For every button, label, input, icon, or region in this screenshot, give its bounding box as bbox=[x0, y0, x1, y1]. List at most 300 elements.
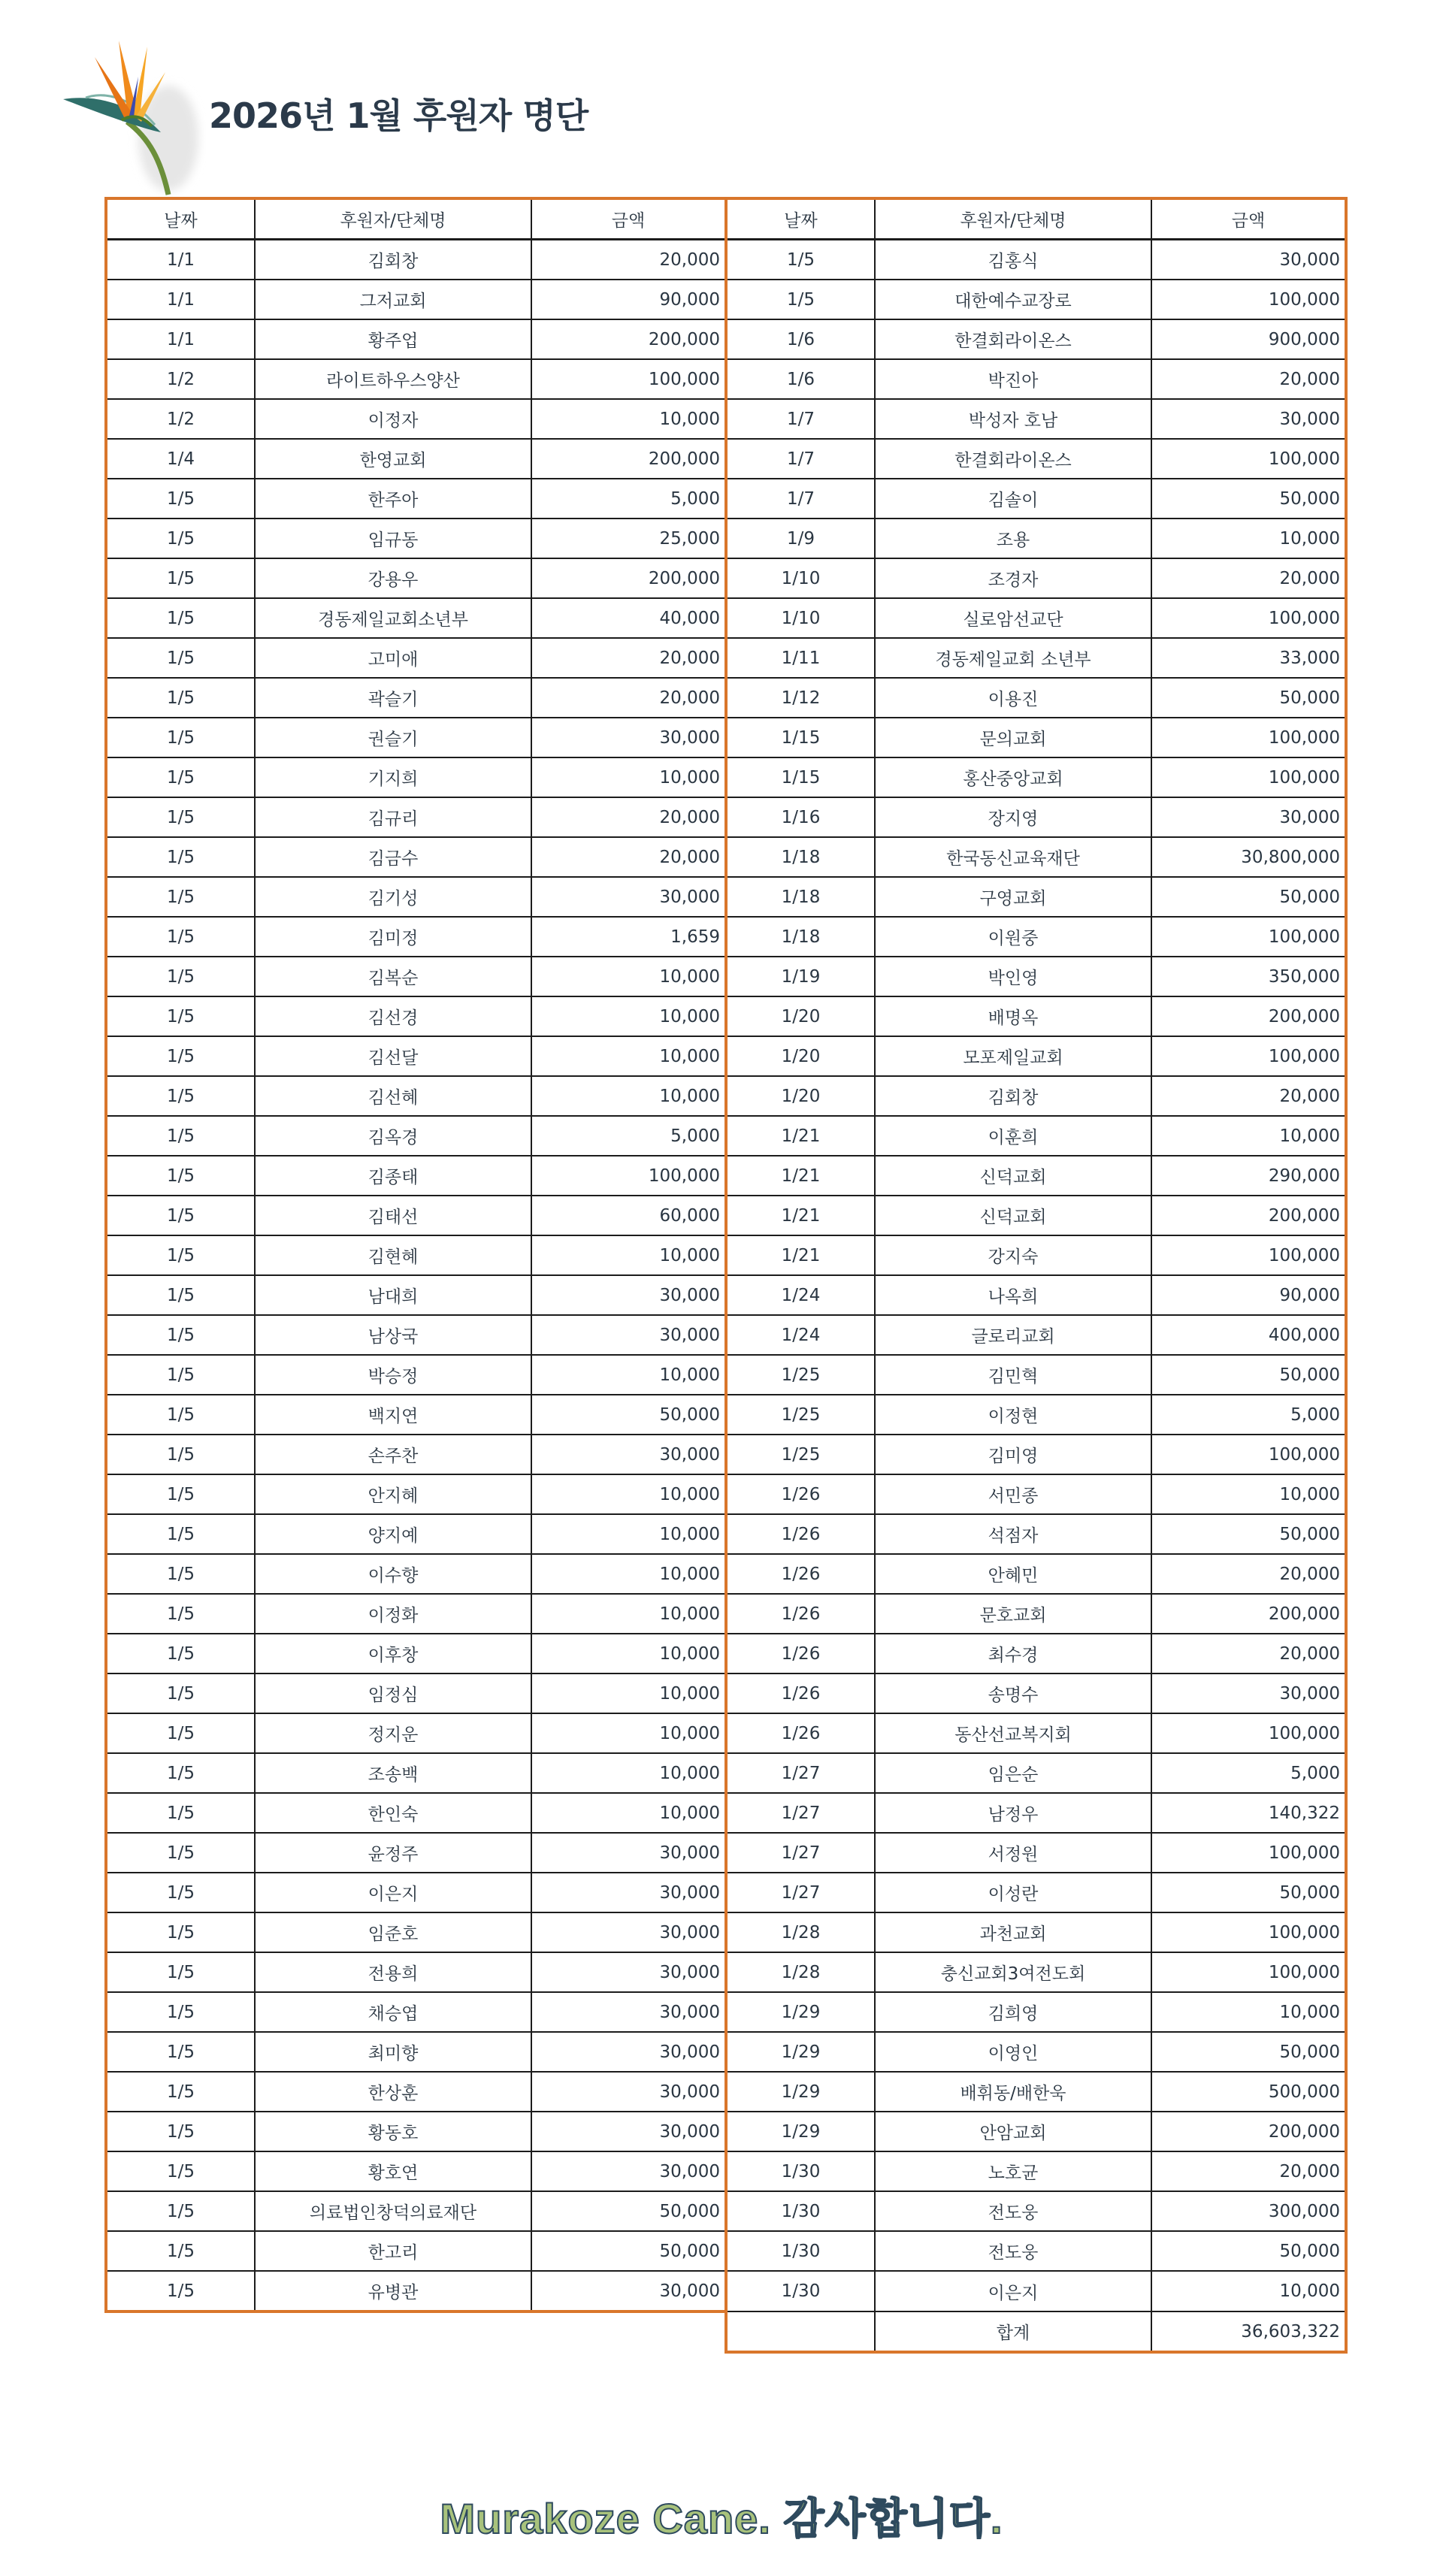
total-spacer bbox=[106, 2311, 255, 2352]
cell-name-right: 글로리교회 bbox=[875, 1315, 1151, 1355]
cell-amount-right: 20,000 bbox=[1151, 1554, 1346, 1594]
cell-name-left: 한고리 bbox=[255, 2231, 531, 2271]
total-amount: 36,603,322 bbox=[1151, 2311, 1346, 2352]
cell-amount-right: 33,000 bbox=[1151, 638, 1346, 678]
cell-amount-left: 100,000 bbox=[531, 1156, 726, 1196]
cell-name-left: 백지연 bbox=[255, 1395, 531, 1435]
cell-amount-right: 140,322 bbox=[1151, 1793, 1346, 1833]
cell-name-right: 이정현 bbox=[875, 1395, 1151, 1435]
cell-name-left: 이정화 bbox=[255, 1594, 531, 1634]
cell-amount-right: 100,000 bbox=[1151, 1713, 1346, 1753]
cell-date-left: 1/5 bbox=[106, 1673, 255, 1713]
table-row bbox=[106, 1275, 1346, 1315]
cell-amount-left: 20,000 bbox=[531, 638, 726, 678]
cell-date-left: 1/5 bbox=[106, 1912, 255, 1952]
cell-date-right: 1/19 bbox=[726, 957, 875, 996]
cell-date-left: 1/5 bbox=[106, 1315, 255, 1355]
cell-date-right: 1/26 bbox=[726, 1514, 875, 1554]
cell-date-right: 1/29 bbox=[726, 2112, 875, 2151]
cell-name-left: 유병관 bbox=[255, 2271, 531, 2311]
cell-amount-right: 200,000 bbox=[1151, 996, 1346, 1036]
cell-name-right: 석점자 bbox=[875, 1514, 1151, 1554]
cell-amount-right: 100,000 bbox=[1151, 1435, 1346, 1474]
cell-name-left: 의료법인창덕의료재단 bbox=[255, 2191, 531, 2231]
cell-amount-left: 10,000 bbox=[531, 1673, 726, 1713]
cell-amount-left: 10,000 bbox=[531, 1594, 726, 1634]
cell-amount-right: 50,000 bbox=[1151, 877, 1346, 917]
cell-date-left: 1/5 bbox=[106, 1196, 255, 1235]
table-row bbox=[106, 678, 1346, 718]
cell-date-left: 1/5 bbox=[106, 479, 255, 519]
cell-date-left: 1/5 bbox=[106, 2112, 255, 2151]
cell-amount-left: 1,659 bbox=[531, 917, 726, 957]
cell-date-right: 1/18 bbox=[726, 837, 875, 877]
cell-date-right: 1/6 bbox=[726, 359, 875, 399]
cell-name-right: 한국동신교육재단 bbox=[875, 837, 1151, 877]
table-row bbox=[106, 877, 1346, 917]
cell-name-right: 경동제일교회 소년부 bbox=[875, 638, 1151, 678]
table-row bbox=[106, 2271, 1346, 2311]
cell-date-left: 1/5 bbox=[106, 797, 255, 837]
cell-amount-right: 50,000 bbox=[1151, 1355, 1346, 1395]
cell-date-left: 1/5 bbox=[106, 957, 255, 996]
table-row bbox=[106, 280, 1346, 319]
cell-name-left: 황주업 bbox=[255, 319, 531, 359]
cell-name-right: 임은순 bbox=[875, 1753, 1151, 1793]
cell-date-left: 1/5 bbox=[106, 996, 255, 1036]
donor-rows bbox=[106, 240, 1346, 2312]
cell-date-right: 1/25 bbox=[726, 1435, 875, 1474]
cell-name-right: 김솔이 bbox=[875, 479, 1151, 519]
cell-amount-left: 50,000 bbox=[531, 1395, 726, 1435]
cell-date-right: 1/5 bbox=[726, 240, 875, 280]
cell-amount-right: 50,000 bbox=[1151, 1873, 1346, 1912]
cell-amount-left: 10,000 bbox=[531, 1753, 726, 1793]
col-header-amount-left: 금액 bbox=[531, 198, 726, 240]
cell-date-left: 1/1 bbox=[106, 319, 255, 359]
cell-date-right: 1/5 bbox=[726, 280, 875, 319]
cell-name-left: 고미애 bbox=[255, 638, 531, 678]
cell-name-right: 이용진 bbox=[875, 678, 1151, 718]
total-row bbox=[106, 2311, 1346, 2352]
cell-name-right: 노호균 bbox=[875, 2151, 1151, 2191]
col-header-date-right: 날짜 bbox=[726, 198, 875, 240]
cell-name-left: 라이트하우스양산 bbox=[255, 359, 531, 399]
cell-date-right: 1/26 bbox=[726, 1713, 875, 1753]
table-row bbox=[106, 519, 1346, 558]
table-row bbox=[106, 1873, 1346, 1912]
cell-date-right: 1/15 bbox=[726, 757, 875, 797]
table-row bbox=[106, 1673, 1346, 1713]
cell-name-left: 황동호 bbox=[255, 2112, 531, 2151]
cell-date-right: 1/26 bbox=[726, 1594, 875, 1634]
cell-date-left: 1/5 bbox=[106, 1156, 255, 1196]
cell-date-left: 1/5 bbox=[106, 1713, 255, 1753]
table-row bbox=[106, 957, 1346, 996]
cell-name-left: 한인숙 bbox=[255, 1793, 531, 1833]
cell-name-left: 남상국 bbox=[255, 1315, 531, 1355]
cell-name-left: 곽슬기 bbox=[255, 678, 531, 718]
cell-name-left: 한영교회 bbox=[255, 439, 531, 479]
cell-amount-left: 30,000 bbox=[531, 1912, 726, 1952]
cell-date-left: 1/5 bbox=[106, 1435, 255, 1474]
cell-name-right: 이성란 bbox=[875, 1873, 1151, 1912]
cell-amount-left: 20,000 bbox=[531, 240, 726, 280]
cell-date-right: 1/18 bbox=[726, 917, 875, 957]
cell-amount-left: 10,000 bbox=[531, 1036, 726, 1076]
cell-amount-right: 200,000 bbox=[1151, 2112, 1346, 2151]
cell-amount-left: 30,000 bbox=[531, 2072, 726, 2112]
table-row bbox=[106, 240, 1346, 280]
cell-amount-left: 30,000 bbox=[531, 1873, 726, 1912]
cell-name-left: 최미향 bbox=[255, 2032, 531, 2072]
col-header-name-left: 후원자/단체명 bbox=[255, 198, 531, 240]
cell-date-right: 1/27 bbox=[726, 1873, 875, 1912]
cell-amount-right: 30,000 bbox=[1151, 399, 1346, 439]
cell-name-right: 안암교회 bbox=[875, 2112, 1151, 2151]
cell-name-left: 안지혜 bbox=[255, 1474, 531, 1514]
cell-date-right: 1/6 bbox=[726, 319, 875, 359]
cell-date-right: 1/24 bbox=[726, 1275, 875, 1315]
total-spacer bbox=[531, 2311, 726, 2352]
cell-date-left: 1/5 bbox=[106, 2151, 255, 2191]
cell-name-left: 조송백 bbox=[255, 1753, 531, 1793]
cell-name-right: 박진아 bbox=[875, 359, 1151, 399]
cell-name-right: 과천교회 bbox=[875, 1912, 1151, 1952]
cell-amount-left: 30,000 bbox=[531, 2151, 726, 2191]
cell-amount-right: 30,000 bbox=[1151, 1673, 1346, 1713]
cell-name-left: 김현혜 bbox=[255, 1235, 531, 1275]
cell-amount-right: 50,000 bbox=[1151, 1514, 1346, 1554]
cell-date-left: 1/5 bbox=[106, 2072, 255, 2112]
cell-date-left: 1/5 bbox=[106, 1833, 255, 1873]
cell-name-right: 이원중 bbox=[875, 917, 1151, 957]
total-spacer bbox=[255, 2311, 531, 2352]
cell-amount-right: 50,000 bbox=[1151, 2032, 1346, 2072]
cell-date-left: 1/2 bbox=[106, 359, 255, 399]
cell-name-right: 강지숙 bbox=[875, 1235, 1151, 1275]
cell-date-left: 1/1 bbox=[106, 280, 255, 319]
cell-amount-left: 90,000 bbox=[531, 280, 726, 319]
cell-name-left: 김종태 bbox=[255, 1156, 531, 1196]
cell-name-right: 이은지 bbox=[875, 2271, 1151, 2311]
cell-amount-left: 20,000 bbox=[531, 797, 726, 837]
table-row bbox=[106, 2072, 1346, 2112]
cell-amount-right: 10,000 bbox=[1151, 1992, 1346, 2032]
cell-amount-left: 10,000 bbox=[531, 957, 726, 996]
cell-name-left: 권슬기 bbox=[255, 718, 531, 757]
cell-name-left: 박승정 bbox=[255, 1355, 531, 1395]
cell-amount-left: 60,000 bbox=[531, 1196, 726, 1235]
cell-name-right: 조경자 bbox=[875, 558, 1151, 598]
cell-date-right: 1/26 bbox=[726, 1554, 875, 1594]
cell-date-right: 1/26 bbox=[726, 1474, 875, 1514]
cell-name-right: 구영교회 bbox=[875, 877, 1151, 917]
cell-date-left: 1/5 bbox=[106, 1116, 255, 1156]
cell-name-left: 그저교회 bbox=[255, 280, 531, 319]
cell-date-left: 1/5 bbox=[106, 1554, 255, 1594]
table-row bbox=[106, 2151, 1346, 2191]
cell-date-right: 1/21 bbox=[726, 1156, 875, 1196]
cell-name-right: 신덕교회 bbox=[875, 1156, 1151, 1196]
table-row bbox=[106, 1156, 1346, 1196]
cell-date-right: 1/21 bbox=[726, 1235, 875, 1275]
cell-name-left: 이정자 bbox=[255, 399, 531, 439]
table-row bbox=[106, 1514, 1346, 1554]
cell-amount-left: 10,000 bbox=[531, 1355, 726, 1395]
cell-date-left: 1/5 bbox=[106, 2231, 255, 2271]
cell-date-right: 1/27 bbox=[726, 1753, 875, 1793]
cell-date-left: 1/5 bbox=[106, 1355, 255, 1395]
cell-name-right: 김민혁 bbox=[875, 1355, 1151, 1395]
table-row bbox=[106, 718, 1346, 757]
cell-name-left: 임규동 bbox=[255, 519, 531, 558]
cell-amount-left: 30,000 bbox=[531, 1315, 726, 1355]
cell-date-right: 1/29 bbox=[726, 2072, 875, 2112]
cell-name-left: 김기성 bbox=[255, 877, 531, 917]
table-row bbox=[106, 1116, 1346, 1156]
cell-date-right: 1/11 bbox=[726, 638, 875, 678]
page-title: 2026년 1월 후원자 명단 bbox=[209, 95, 588, 136]
table-row bbox=[106, 917, 1346, 957]
donor-table bbox=[104, 197, 1348, 2354]
table-row bbox=[106, 1912, 1346, 1952]
cell-name-left: 임정심 bbox=[255, 1673, 531, 1713]
cell-amount-right: 900,000 bbox=[1151, 319, 1346, 359]
table-row bbox=[106, 479, 1346, 519]
cell-date-right: 1/20 bbox=[726, 1036, 875, 1076]
cell-amount-right: 30,000 bbox=[1151, 240, 1346, 280]
cell-amount-right: 50,000 bbox=[1151, 2231, 1346, 2271]
cell-amount-left: 50,000 bbox=[531, 2191, 726, 2231]
cell-date-right: 1/24 bbox=[726, 1315, 875, 1355]
cell-date-left: 1/5 bbox=[106, 1395, 255, 1435]
cell-amount-left: 10,000 bbox=[531, 757, 726, 797]
cell-name-right: 안혜민 bbox=[875, 1554, 1151, 1594]
col-header-amount-right: 금액 bbox=[1151, 198, 1346, 240]
cell-name-left: 김선경 bbox=[255, 996, 531, 1036]
cell-date-right: 1/7 bbox=[726, 479, 875, 519]
table-row bbox=[106, 638, 1346, 678]
cell-name-right: 전도웅 bbox=[875, 2191, 1151, 2231]
cell-date-left: 1/5 bbox=[106, 1594, 255, 1634]
total-label: 합계 bbox=[875, 2311, 1151, 2352]
cell-amount-left: 30,000 bbox=[531, 1833, 726, 1873]
cell-date-left: 1/5 bbox=[106, 1076, 255, 1116]
cell-amount-left: 50,000 bbox=[531, 2231, 726, 2271]
cell-name-left: 손주찬 bbox=[255, 1435, 531, 1474]
cell-amount-left: 10,000 bbox=[531, 1474, 726, 1514]
cell-name-left: 경동제일교회소년부 bbox=[255, 598, 531, 638]
header-row bbox=[106, 198, 1346, 240]
cell-date-right: 1/30 bbox=[726, 2151, 875, 2191]
cell-date-right: 1/28 bbox=[726, 1952, 875, 1992]
table-row bbox=[106, 2032, 1346, 2072]
table-row bbox=[106, 1594, 1346, 1634]
cell-amount-left: 200,000 bbox=[531, 319, 726, 359]
table-row bbox=[106, 797, 1346, 837]
cell-name-left: 이수향 bbox=[255, 1554, 531, 1594]
cell-name-right: 동산선교복지회 bbox=[875, 1713, 1151, 1753]
table-row bbox=[106, 319, 1346, 359]
cell-name-right: 조용 bbox=[875, 519, 1151, 558]
cell-name-left: 김선달 bbox=[255, 1036, 531, 1076]
table-row bbox=[106, 1355, 1346, 1395]
table-row bbox=[106, 1036, 1346, 1076]
cell-amount-left: 5,000 bbox=[531, 1116, 726, 1156]
table-row bbox=[106, 1395, 1346, 1435]
cell-date-left: 1/5 bbox=[106, 917, 255, 957]
cell-amount-right: 300,000 bbox=[1151, 2191, 1346, 2231]
cell-date-left: 1/5 bbox=[106, 1275, 255, 1315]
cell-name-right: 서정원 bbox=[875, 1833, 1151, 1873]
cell-date-right: 1/28 bbox=[726, 1912, 875, 1952]
cell-name-right: 배명옥 bbox=[875, 996, 1151, 1036]
cell-amount-right: 100,000 bbox=[1151, 1912, 1346, 1952]
cell-date-left: 1/5 bbox=[106, 638, 255, 678]
table-row bbox=[106, 359, 1346, 399]
cell-amount-right: 10,000 bbox=[1151, 1474, 1346, 1514]
cell-name-right: 이영인 bbox=[875, 2032, 1151, 2072]
cell-name-left: 김태선 bbox=[255, 1196, 531, 1235]
table-row bbox=[106, 1554, 1346, 1594]
cell-name-left: 채승엽 bbox=[255, 1992, 531, 2032]
cell-date-right: 1/26 bbox=[726, 1634, 875, 1673]
table-row bbox=[106, 1435, 1346, 1474]
cell-date-right: 1/21 bbox=[726, 1116, 875, 1156]
cell-name-right: 남정우 bbox=[875, 1793, 1151, 1833]
cell-date-right: 1/27 bbox=[726, 1833, 875, 1873]
cell-name-left: 김옥경 bbox=[255, 1116, 531, 1156]
cell-amount-right: 200,000 bbox=[1151, 1594, 1346, 1634]
cell-amount-left: 10,000 bbox=[531, 1554, 726, 1594]
cell-date-left: 1/5 bbox=[106, 1793, 255, 1833]
cell-amount-left: 10,000 bbox=[531, 1076, 726, 1116]
cell-name-right: 송명수 bbox=[875, 1673, 1151, 1713]
cell-amount-left: 30,000 bbox=[531, 1992, 726, 2032]
cell-date-right: 1/10 bbox=[726, 558, 875, 598]
cell-amount-left: 30,000 bbox=[531, 1952, 726, 1992]
cell-name-left: 김미정 bbox=[255, 917, 531, 957]
cell-amount-left: 30,000 bbox=[531, 877, 726, 917]
cell-date-left: 1/5 bbox=[106, 2191, 255, 2231]
cell-date-right: 1/9 bbox=[726, 519, 875, 558]
cell-name-left: 한상훈 bbox=[255, 2072, 531, 2112]
cell-date-left: 1/5 bbox=[106, 2271, 255, 2311]
table-row bbox=[106, 1315, 1346, 1355]
cell-name-right: 장지영 bbox=[875, 797, 1151, 837]
cell-date-right: 1/7 bbox=[726, 399, 875, 439]
cell-date-right: 1/21 bbox=[726, 1196, 875, 1235]
cell-amount-left: 25,000 bbox=[531, 519, 726, 558]
total-spacer bbox=[726, 2311, 875, 2352]
cell-date-left: 1/5 bbox=[106, 1634, 255, 1673]
cell-amount-left: 20,000 bbox=[531, 837, 726, 877]
cell-date-left: 1/5 bbox=[106, 1952, 255, 1992]
cell-date-right: 1/16 bbox=[726, 797, 875, 837]
cell-date-right: 1/12 bbox=[726, 678, 875, 718]
cell-date-right: 1/29 bbox=[726, 2032, 875, 2072]
cell-date-left: 1/4 bbox=[106, 439, 255, 479]
cell-amount-right: 100,000 bbox=[1151, 718, 1346, 757]
table-row bbox=[106, 996, 1346, 1036]
col-header-name-right: 후원자/단체명 bbox=[875, 198, 1151, 240]
cell-amount-left: 30,000 bbox=[531, 2032, 726, 2072]
cell-date-left: 1/5 bbox=[106, 558, 255, 598]
cell-amount-right: 100,000 bbox=[1151, 1952, 1346, 1992]
cell-amount-right: 100,000 bbox=[1151, 1235, 1346, 1275]
cell-name-left: 김선혜 bbox=[255, 1076, 531, 1116]
cell-date-right: 1/30 bbox=[726, 2191, 875, 2231]
cell-name-left: 임준호 bbox=[255, 1912, 531, 1952]
cell-date-right: 1/26 bbox=[726, 1673, 875, 1713]
cell-name-left: 김복순 bbox=[255, 957, 531, 996]
cell-date-left: 1/5 bbox=[106, 2032, 255, 2072]
cell-amount-right: 30,800,000 bbox=[1151, 837, 1346, 877]
cell-date-right: 1/15 bbox=[726, 718, 875, 757]
cell-name-left: 양지예 bbox=[255, 1514, 531, 1554]
table-row bbox=[106, 558, 1346, 598]
cell-date-left: 1/5 bbox=[106, 1873, 255, 1912]
table-row bbox=[106, 1634, 1346, 1673]
table-row bbox=[106, 2191, 1346, 2231]
cell-amount-left: 30,000 bbox=[531, 1275, 726, 1315]
footer-thanks: Murakoze Cane. 감사합니다. bbox=[440, 2495, 1003, 2542]
cell-amount-left: 100,000 bbox=[531, 359, 726, 399]
cell-name-right: 김희영 bbox=[875, 1992, 1151, 2032]
table-row bbox=[106, 1235, 1346, 1275]
cell-amount-right: 100,000 bbox=[1151, 917, 1346, 957]
cell-amount-right: 400,000 bbox=[1151, 1315, 1346, 1355]
cell-date-right: 1/7 bbox=[726, 439, 875, 479]
cell-amount-left: 10,000 bbox=[531, 1514, 726, 1554]
cell-amount-right: 100,000 bbox=[1151, 757, 1346, 797]
cell-amount-left: 30,000 bbox=[531, 718, 726, 757]
cell-amount-right: 90,000 bbox=[1151, 1275, 1346, 1315]
cell-name-left: 남대희 bbox=[255, 1275, 531, 1315]
cell-name-right: 전도웅 bbox=[875, 2231, 1151, 2271]
cell-date-left: 1/5 bbox=[106, 1992, 255, 2032]
cell-name-right: 나옥희 bbox=[875, 1275, 1151, 1315]
cell-amount-right: 10,000 bbox=[1151, 519, 1346, 558]
cell-amount-right: 10,000 bbox=[1151, 2271, 1346, 2311]
cell-name-right: 박성자 호남 bbox=[875, 399, 1151, 439]
table-row bbox=[106, 1713, 1346, 1753]
cell-name-right: 문의교회 bbox=[875, 718, 1151, 757]
cell-amount-right: 350,000 bbox=[1151, 957, 1346, 996]
cell-date-left: 1/5 bbox=[106, 877, 255, 917]
cell-amount-right: 20,000 bbox=[1151, 1634, 1346, 1673]
cell-date-right: 1/27 bbox=[726, 1793, 875, 1833]
table-row bbox=[106, 837, 1346, 877]
cell-name-right: 박인영 bbox=[875, 957, 1151, 996]
cell-amount-right: 5,000 bbox=[1151, 1753, 1346, 1793]
cell-name-right: 배휘동/배한욱 bbox=[875, 2072, 1151, 2112]
cell-name-left: 김회창 bbox=[255, 240, 531, 280]
cell-amount-right: 50,000 bbox=[1151, 479, 1346, 519]
cell-name-left: 정지운 bbox=[255, 1713, 531, 1753]
cell-date-left: 1/5 bbox=[106, 598, 255, 638]
cell-amount-left: 30,000 bbox=[531, 2271, 726, 2311]
cell-amount-left: 30,000 bbox=[531, 2112, 726, 2151]
cell-date-right: 1/20 bbox=[726, 996, 875, 1036]
cell-date-left: 1/5 bbox=[106, 1036, 255, 1076]
table-row bbox=[106, 1992, 1346, 2032]
cell-amount-right: 20,000 bbox=[1151, 1076, 1346, 1116]
cell-name-right: 한결회라이온스 bbox=[875, 319, 1151, 359]
cell-name-left: 기지희 bbox=[255, 757, 531, 797]
cell-amount-left: 20,000 bbox=[531, 678, 726, 718]
